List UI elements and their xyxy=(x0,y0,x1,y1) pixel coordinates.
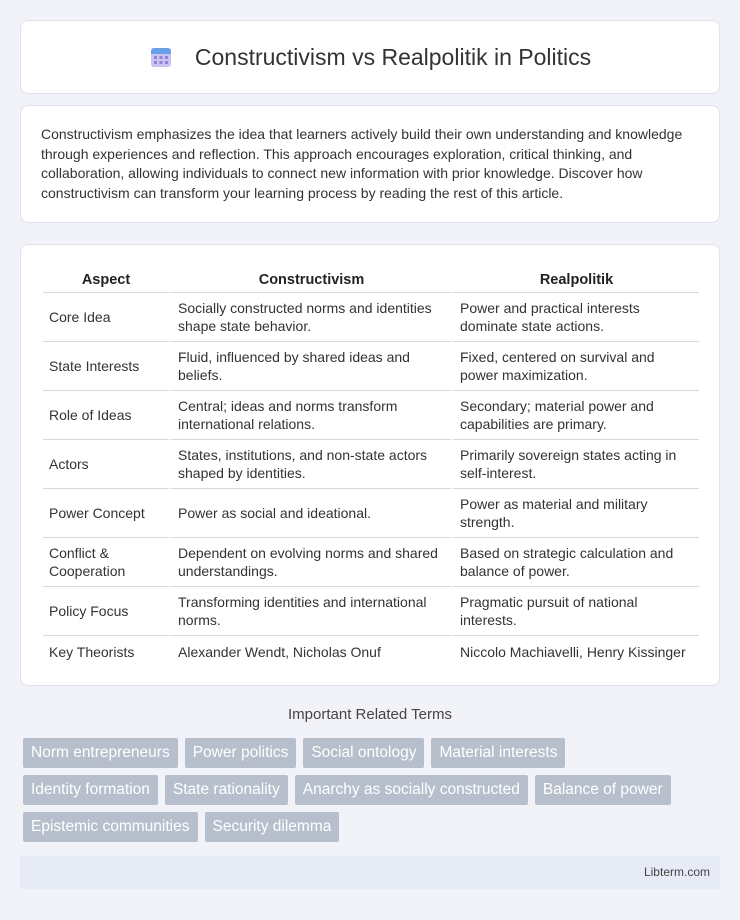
related-terms-list xyxy=(23,738,723,849)
tag-row xyxy=(23,738,723,768)
footer-site-link[interactable]: Libterm.com xyxy=(643,865,710,879)
aspect-cell: State Interests xyxy=(43,342,169,391)
realpolitik-cell: Primarily sovereign states acting in self-interest. xyxy=(451,440,699,489)
header-realpolitik: Realpolitik xyxy=(451,265,699,293)
tag-power-politics[interactable]: Power politics xyxy=(185,738,297,768)
page-title: Constructivism vs Realpolitik in Politics xyxy=(194,43,592,70)
aspect-cell: Key Theorists xyxy=(49,644,135,660)
constructivism-cell: Power as social and ideational. xyxy=(169,489,451,538)
tag-material-interests[interactable]: Material interests xyxy=(431,738,565,768)
realpolitik-cell: Fixed, centered on survival and power maximization. xyxy=(451,342,699,391)
tag-security-dilemma[interactable]: Security dilemma xyxy=(205,812,340,842)
table-row xyxy=(43,538,699,587)
table-row xyxy=(43,293,699,342)
realpolitik-cell: Power and practical interests dominate state actions. xyxy=(451,293,699,342)
aspect-cell: Actors xyxy=(43,440,169,489)
tag-state-rationality[interactable]: State rationality xyxy=(165,775,288,805)
table-row xyxy=(43,636,699,668)
constructivism-cell: Alexander Wendt, Nicholas Onuf xyxy=(169,636,451,668)
table-row xyxy=(43,440,699,489)
tag-anarchy-socially-constructed[interactable]: Anarchy as socially constructed xyxy=(295,775,528,805)
constructivism-cell: Central; ideas and norms transform international relations. xyxy=(169,391,451,440)
constructivism-cell: Socially constructed norms and identities shape state behavior. xyxy=(169,293,451,342)
aspect-cell: Power Concept xyxy=(43,489,169,538)
header-aspect: Aspect xyxy=(43,265,169,293)
table-header-row xyxy=(43,265,699,293)
tag-balance-of-power[interactable]: Balance of power xyxy=(535,775,671,805)
tag-epistemic-communities[interactable]: Epistemic communities xyxy=(23,812,198,842)
footer xyxy=(20,856,720,889)
tag-social-ontology[interactable]: Social ontology xyxy=(303,738,424,768)
realpolitik-cell: Secondary; material power and capabilities are primary. xyxy=(451,391,699,440)
intro-text: Constructivism emphasizes the idea that learners actively build their own understanding and knowledge through experiences and reflection. This approach encourages exploration, critical thinking, and collaboration, allowing individuals to connect new information with prior knowledge. Discover how constructivism can transform your learning process by reading the rest of this article. xyxy=(41,126,683,201)
realpolitik-cell: Based on strategic calculation and balance of power. xyxy=(451,538,699,587)
aspect-cell: Role of Ideas xyxy=(43,391,169,440)
tag-row xyxy=(23,775,723,805)
realpolitik-cell: Niccolo Machiavelli, Henry Kissinger xyxy=(451,636,699,668)
header-constructivism: Constructivism xyxy=(169,265,451,293)
tag-norm-entrepreneurs[interactable]: Norm entrepreneurs xyxy=(23,738,178,768)
related-terms-title: Important Related Terms xyxy=(288,706,452,723)
table-row xyxy=(43,587,699,636)
constructivism-cell: Dependent on evolving norms and shared understandings. xyxy=(169,538,451,587)
table-row xyxy=(43,391,699,440)
comparison-table xyxy=(43,265,699,668)
realpolitik-cell: Pragmatic pursuit of national interests. xyxy=(451,587,699,636)
tag-row xyxy=(23,812,723,842)
header xyxy=(149,44,591,71)
comparison-card xyxy=(20,244,720,686)
table-row xyxy=(43,489,699,538)
aspect-cell: Policy Focus xyxy=(43,587,169,636)
header-card xyxy=(20,20,720,94)
tag-identity-formation[interactable]: Identity formation xyxy=(23,775,158,805)
intro-card xyxy=(20,105,720,223)
constructivism-cell: Transforming identities and international norms. xyxy=(169,587,451,636)
calendar-icon xyxy=(149,45,173,69)
constructivism-cell: States, institutions, and non-state actors shaped by identities. xyxy=(169,440,451,489)
constructivism-cell: Fluid, influenced by shared ideas and beliefs. xyxy=(169,342,451,391)
table-row xyxy=(43,342,699,391)
aspect-cell: Core Idea xyxy=(43,293,169,342)
aspect-cell: Conflict & Cooperation xyxy=(43,538,169,587)
realpolitik-cell: Power as material and military strength. xyxy=(451,489,699,538)
